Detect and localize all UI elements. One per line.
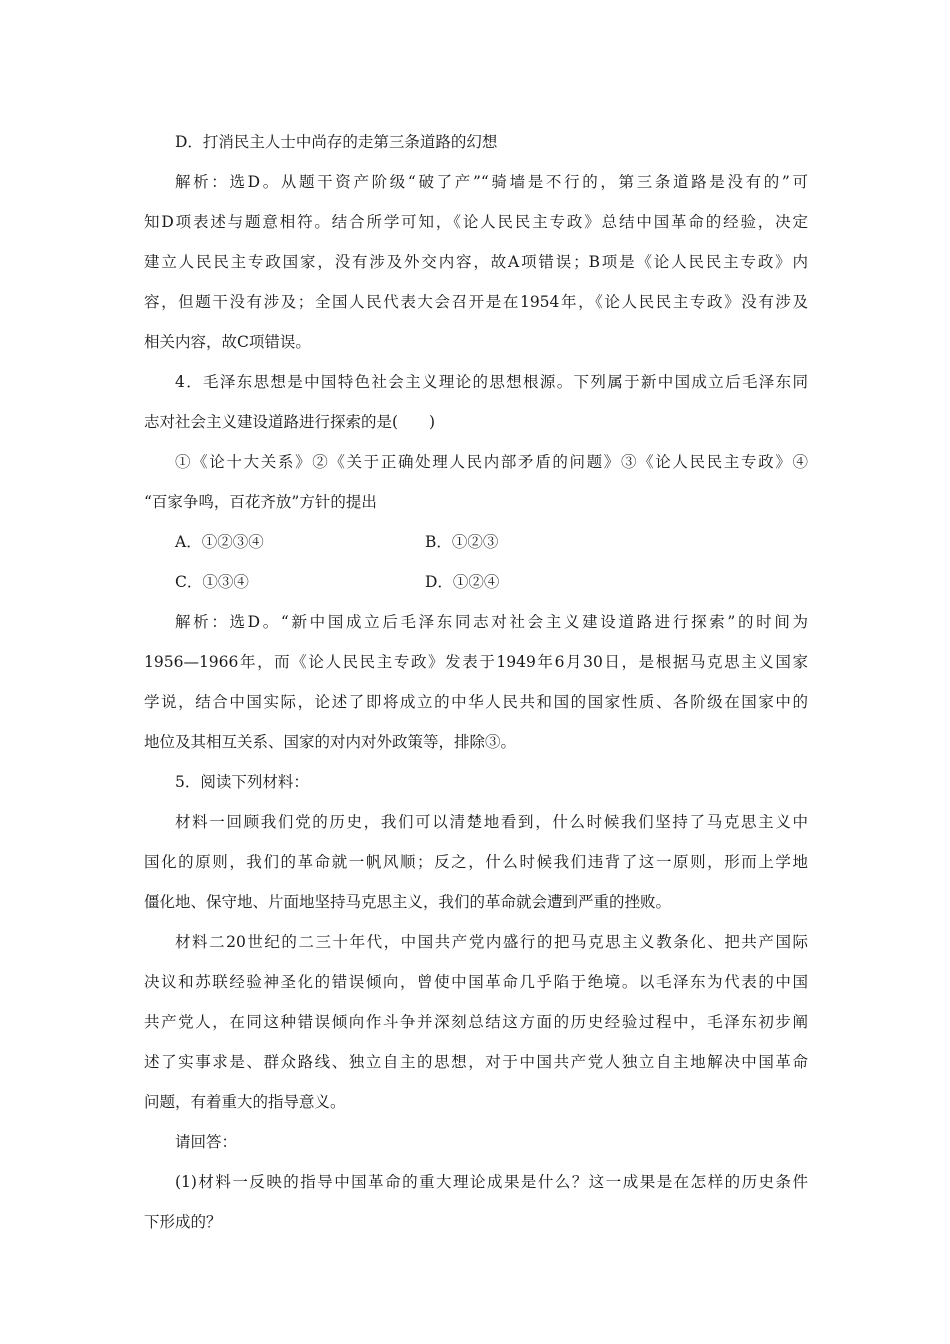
q5-material-2-line: 问题，有着重大的指导意义。 bbox=[144, 1093, 346, 1111]
q3-analysis-line: 解析：选D。从题干资产阶级“破了产”“骑墙是不行的，第三条道路是没有的”可 bbox=[175, 173, 808, 191]
q4-option-b: B．①②③ bbox=[425, 533, 499, 551]
q4-analysis-line: 学说，结合中国实际，论述了即将成立的中华人民共和国的国家性质、各阶级在国家中的 bbox=[144, 693, 808, 711]
q3-option-d: D．打消民主人士中尚存的走第三条道路的幻想 bbox=[175, 133, 498, 151]
document-body bbox=[144, 122, 808, 1242]
q4-option-d: D．①②④ bbox=[425, 573, 500, 591]
q5-sub-question-1 bbox=[144, 1162, 808, 1242]
q3-analysis-line: 知D项表述与题意相符。结合所学可知，《论人民民主专政》总结中国革命的经验，决定 bbox=[144, 213, 808, 231]
q4-stem bbox=[144, 362, 808, 442]
q4-items bbox=[144, 442, 808, 522]
q5-material-1-line: 材料一回顾我们党的历史，我们可以清楚地看到，什么时候我们坚持了马克思主义中 bbox=[175, 813, 808, 831]
q5-sub-question-1-line: 下形成的？ bbox=[144, 1213, 222, 1231]
q4-analysis-line: 1956—1966年，而《论人民民主专政》发表于1949年6月30日，是根据马克思主义国家 bbox=[144, 653, 808, 671]
q3-analysis-line: 建立人民民主专政国家，没有涉及外交内容，故A项错误；B项是《论人民民主专政》内 bbox=[144, 253, 808, 271]
q3-analysis bbox=[144, 162, 808, 362]
q5-material-2-line: 材料二20世纪的二三十年代，中国共产党内盛行的把马克思主义教条化、把共产国际 bbox=[175, 933, 808, 951]
q5-stem: 5．阅读下列材料： bbox=[175, 773, 309, 791]
q5-material-1-line: 国化的原则，我们的革命就一帆风顺；反之，什么时候我们违背了这一原则，形而上学地 bbox=[144, 853, 808, 871]
q4-option-a: A．①②③④ bbox=[175, 533, 264, 551]
q5-material-1-line: 僵化地、保守地、片面地坚持马克思主义，我们的革命就会遭到严重的挫败。 bbox=[144, 893, 672, 911]
q4-stem-line: 4．毛泽东思想是中国特色社会主义理论的思想根源。下列属于新中国成立后毛泽东同 bbox=[175, 373, 808, 391]
q4-analysis bbox=[144, 602, 808, 762]
q5-material-1 bbox=[144, 802, 808, 922]
q5-prompt: 请回答： bbox=[175, 1133, 238, 1151]
q4-items-line: “百家争鸣，百花齐放”方针的提出 bbox=[144, 493, 377, 511]
q5-material-2 bbox=[144, 922, 808, 1122]
q3-analysis-line: 容，但题干没有涉及；全国人民代表大会召开是在1954年，《论人民民主专政》没有涉及 bbox=[144, 293, 808, 311]
q4-analysis-line: 地位及其相互关系、国家的对内对外政策等，排除③。 bbox=[144, 733, 517, 751]
q4-options-row-2 bbox=[144, 562, 808, 602]
q5-material-2-line: 决议和苏联经验神圣化的错误倾向，曾使中国革命几乎陷于绝境。以毛泽东为代表的中国 bbox=[144, 973, 808, 991]
q3-analysis-line: 相关内容，故C项错误。 bbox=[144, 333, 311, 351]
q4-analysis-line: 解析：选D。“新中国成立后毛泽东同志对社会主义建设道路进行探索”的时间为 bbox=[175, 613, 808, 631]
q5-sub-question-1-line: (1)材料一反映的指导中国革命的重大理论成果是什么？这一成果是在怎样的历史条件 bbox=[175, 1173, 808, 1191]
q4-items-line: ①《论十大关系》②《关于正确处理人民内部矛盾的问题》③《论人民民主专政》④ bbox=[175, 453, 808, 471]
q4-option-c: C．①③④ bbox=[175, 573, 249, 591]
q5-material-2-line: 共产党人，在同这种错误倾向作斗争并深刻总结这方面的历史经验过程中，毛泽东初步阐 bbox=[144, 1013, 808, 1031]
q5-material-2-line: 述了实事求是、群众路线、独立自主的思想，对于中国共产党人独立自主地解决中国革命 bbox=[144, 1053, 808, 1071]
q4-stem-line: 志对社会主义建设道路进行探索的是( ) bbox=[144, 413, 436, 431]
q4-options-row-1 bbox=[144, 522, 808, 562]
